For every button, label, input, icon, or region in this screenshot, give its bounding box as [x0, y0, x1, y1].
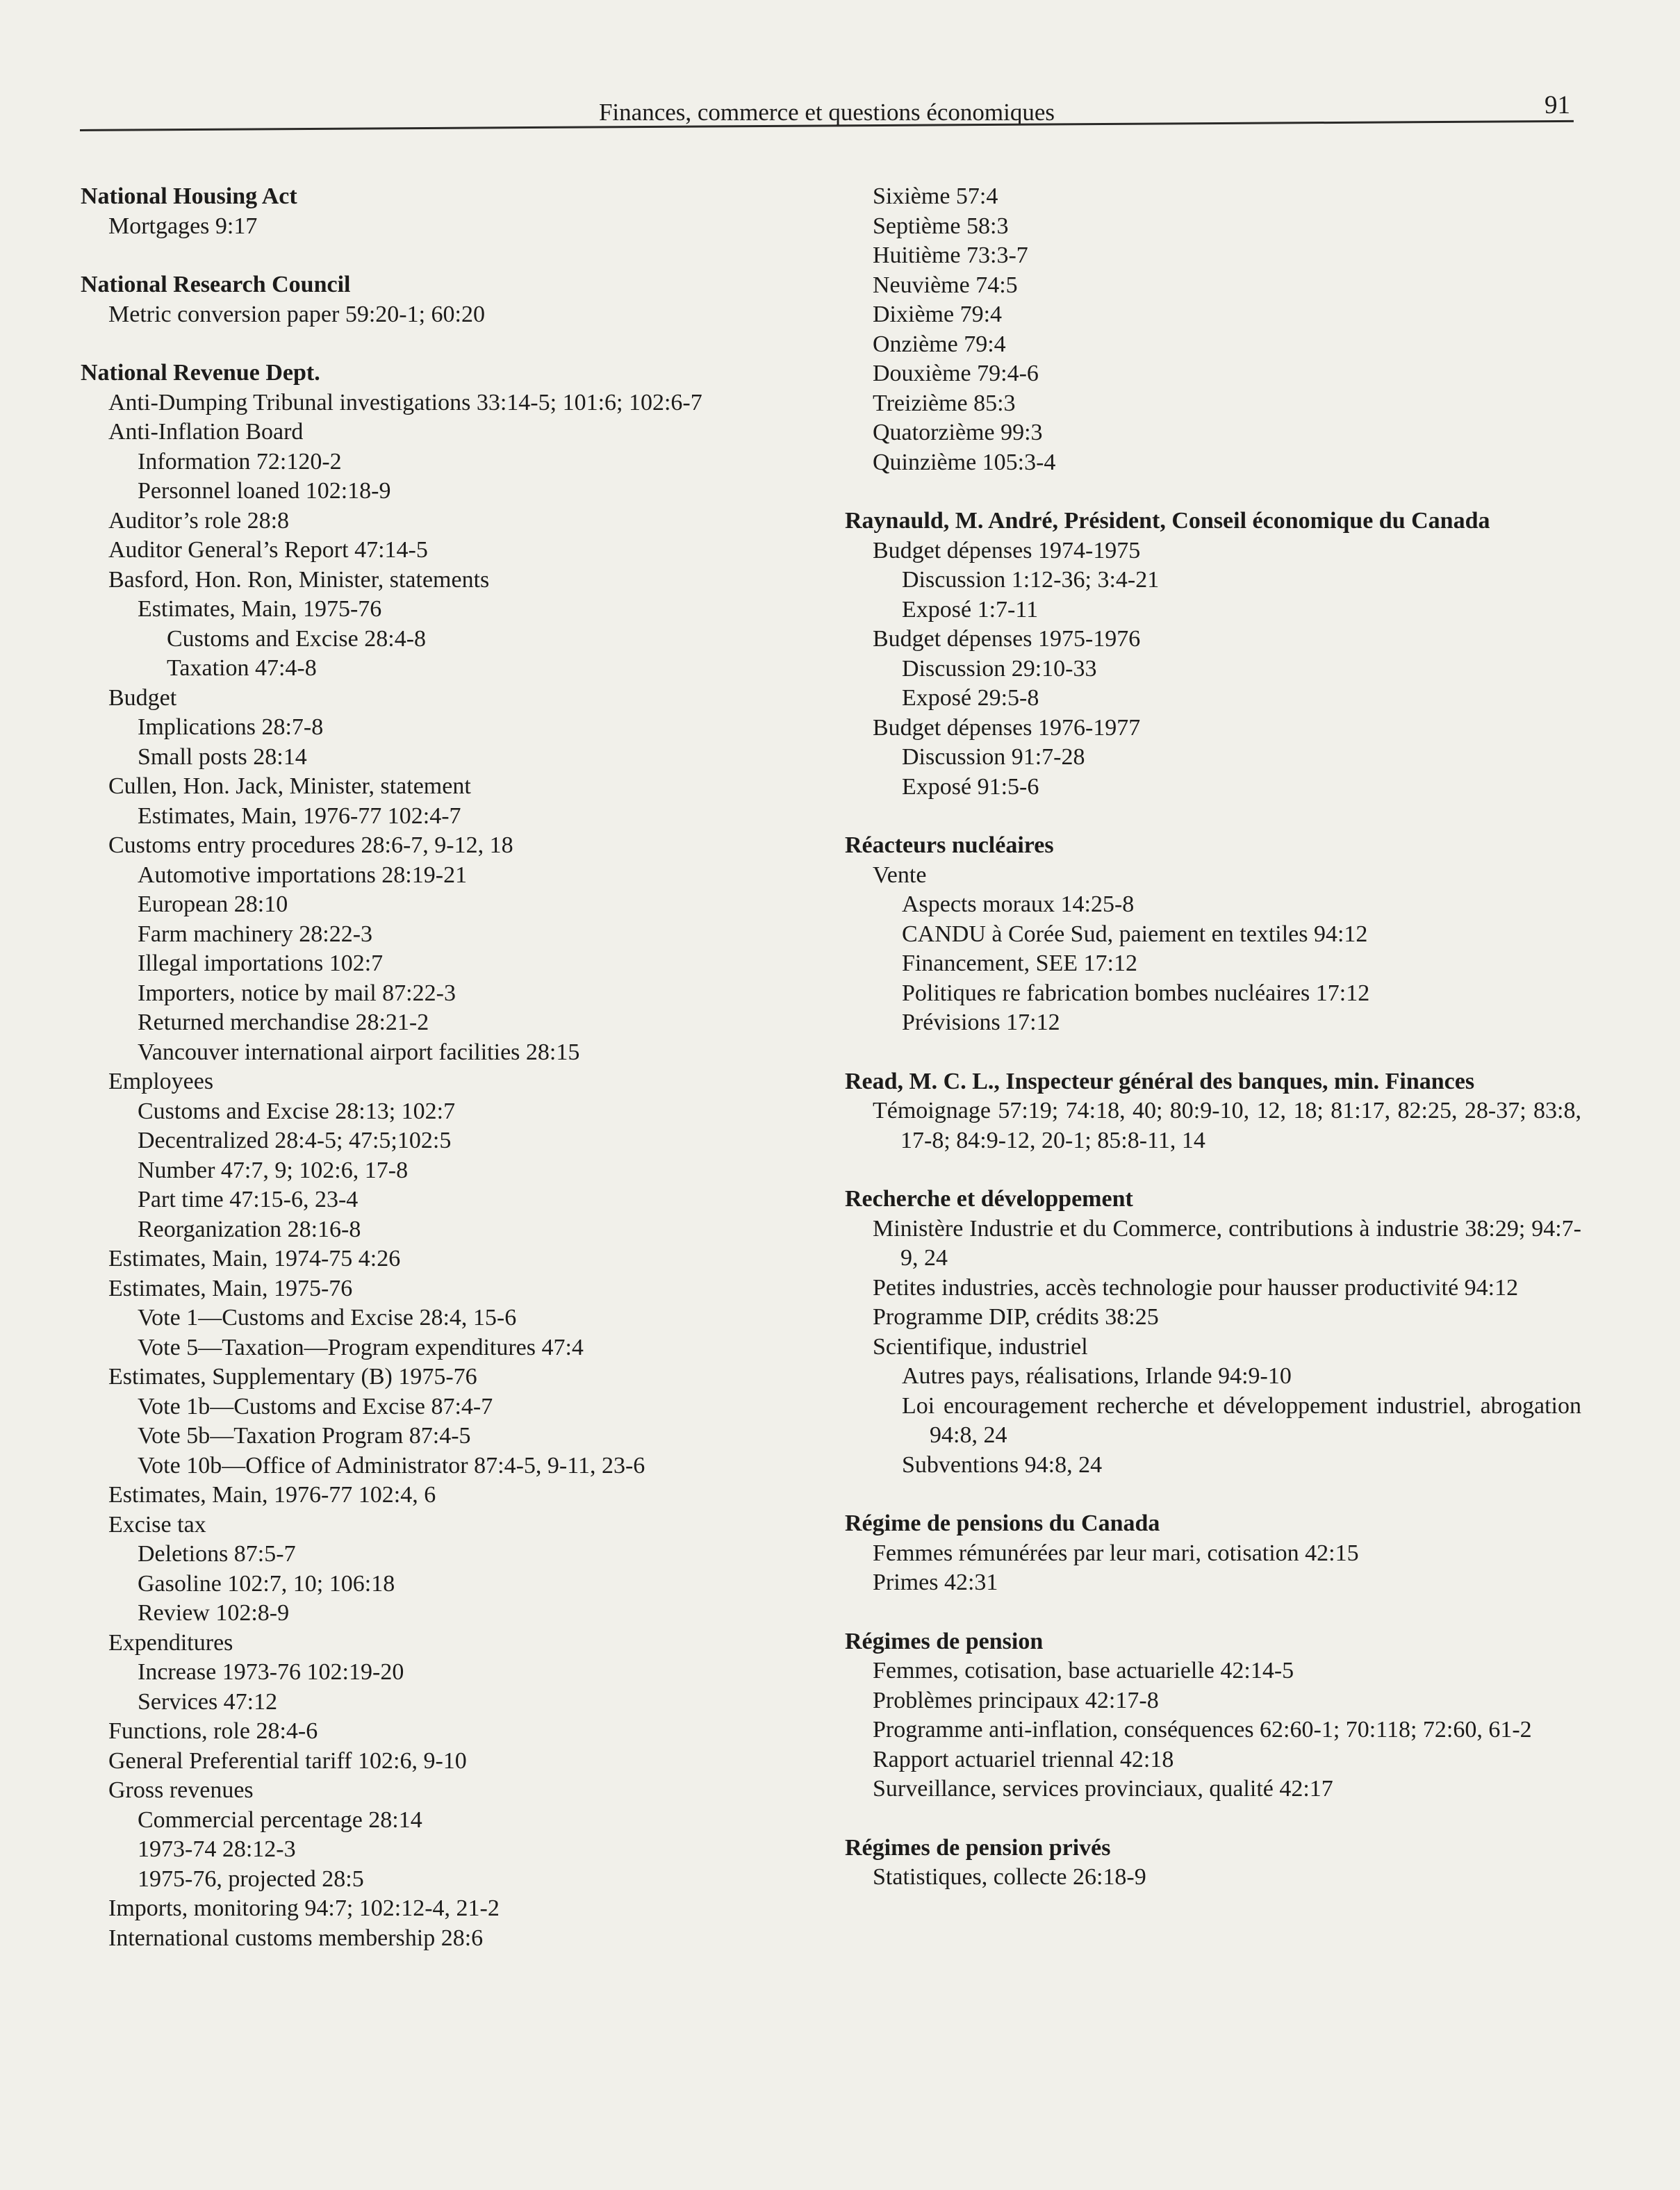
section-gap	[845, 1155, 1581, 1185]
section-gap	[845, 477, 1581, 507]
index-entry: Exposé 29:5-8	[902, 685, 1039, 711]
index-entry: Ministère Industrie et du Commerce, contributions à industrie 38:29; 94:7-9, 24	[873, 1215, 1581, 1271]
index-entry: Gross revenues	[108, 1777, 254, 1803]
index-entry: Employees	[108, 1069, 214, 1094]
index-entry: Subventions 94:8, 24	[902, 1451, 1103, 1478]
index-entry: Statistiques, collecte 26:18-9	[873, 1864, 1146, 1890]
index-entry: Quinzième 105:3-4	[873, 449, 1056, 475]
index-entry: Neuvième 74:5	[873, 272, 1018, 298]
index-entry: Discussion 29:10-33	[902, 655, 1097, 682]
index-entry: Vancouver international airport facilities 28:15	[138, 1039, 580, 1065]
index-entry: Small posts 28:14	[138, 743, 307, 770]
index-entry: Excise tax	[108, 1511, 206, 1538]
index-entry: Customs entry procedures 28:6-7, 9-12, 18	[108, 832, 513, 858]
index-entry: Vote 1—Customs and Excise 28:4, 15-6	[138, 1305, 517, 1331]
index-entry: Metric conversion paper 59:20-1; 60:20	[108, 301, 485, 327]
index-entry: European 28:10	[138, 891, 288, 917]
index-entry: Vote 10b—Office of Administrator 87:4-5, 9-11, 23-6	[138, 1452, 645, 1479]
index-entry: Estimates, Supplementary (B) 1975-76	[108, 1364, 477, 1390]
index-entry: Exposé 1:7-11	[902, 596, 1039, 623]
section-gap	[845, 1804, 1581, 1834]
index-entry: Implications 28:7-8	[138, 714, 324, 740]
section-gap	[81, 329, 817, 359]
index-entry: Functions, role 28:4-6	[108, 1718, 318, 1744]
index-entry: Review 102:8-9	[138, 1600, 290, 1626]
index-entry: Information 72:120-2	[138, 448, 342, 475]
index-heading: National Research Council	[81, 272, 351, 297]
index-entry: Douxième 79:4-6	[873, 361, 1039, 386]
index-entry: Surveillance, services provinciaux, qualité 42:17	[873, 1776, 1333, 1802]
index-entry: Estimates, Main, 1975-76	[108, 1275, 353, 1301]
index-entry: Expenditures	[108, 1629, 233, 1656]
section-gap	[845, 1038, 1581, 1067]
index-entry: Anti-Dumping Tribunal investigations 33:14-5; 101:6; 102:6-7	[108, 389, 702, 415]
index-entry: Exposé 91:5-6	[902, 773, 1039, 800]
index-entry: Reorganization 28:16-8	[138, 1216, 361, 1242]
page-number: 91	[1545, 91, 1570, 120]
index-entry: Gasoline 102:7, 10; 106:18	[138, 1570, 395, 1597]
index-entry: Anti-Inflation Board	[108, 419, 304, 445]
index-entry: Budget dépenses 1974-1975	[873, 537, 1141, 563]
index-entry: Programme anti-inflation, conséquences 62:60-1; 70:118; 72:60, 61-2	[873, 1717, 1532, 1743]
section-gap	[845, 1598, 1581, 1627]
index-entry: Deletions 87:5-7	[138, 1541, 296, 1567]
index-entry: Farm machinery 28:22-3	[138, 921, 373, 947]
index-entry: General Preferential tariff 102:6, 9-10	[108, 1747, 467, 1774]
index-entry: Estimates, Main, 1975-76	[138, 596, 382, 622]
index-entry: Vote 5b—Taxation Program 87:4-5	[138, 1423, 471, 1449]
index-entry: Femmes, cotisation, base actuarielle 42:14-5	[873, 1658, 1294, 1683]
index-entry: Onzième 79:4	[873, 331, 1006, 357]
index-entry: Estimates, Main, 1976-77 102:4-7	[138, 802, 461, 829]
index-entry: Returned merchandise 28:21-2	[138, 1010, 429, 1035]
index-entry: Decentralized 28:4-5; 47:5;102:5	[138, 1128, 452, 1153]
index-entry: Vote 5—Taxation—Program expenditures 47:4	[138, 1334, 584, 1360]
index-entry: Taxation 47:4-8	[167, 655, 317, 681]
index-heading: National Revenue Dept.	[81, 360, 320, 386]
index-entry: Problèmes principaux 42:17-8	[873, 1687, 1159, 1713]
index-entry: 1973-74 28:12-3	[138, 1836, 296, 1862]
index-entry: Treizième 85:3	[873, 390, 1016, 416]
right-column	[845, 182, 1581, 1893]
index-entry: Personnel loaned 102:18-9	[138, 478, 391, 504]
index-heading: Régime de pensions du Canada	[845, 1510, 1160, 1536]
index-entry: Politiques re fabrication bombes nucléaires 17:12	[902, 980, 1370, 1006]
index-heading: Read, M. C. L., Inspecteur général des banques, min. Finances	[845, 1068, 1475, 1094]
index-entry: Sixième 57:4	[873, 183, 998, 209]
index-entry: Estimates, Main, 1976-77 102:4, 6	[108, 1482, 436, 1508]
index-entry: Aspects moraux 14:25-8	[902, 891, 1135, 917]
index-entry: Budget	[108, 684, 177, 711]
index-entry: Huitième 73:3-7	[873, 242, 1028, 268]
index-entry: Témoignage 57:19; 74:18, 40; 80:9-10, 12, 18; 81:17, 82:25, 28-37; 83:8, 17-8; 84:9-12, 20-1; 85:8-11, 14	[873, 1098, 1581, 1153]
index-heading: Régimes de pension	[845, 1628, 1044, 1654]
index-entry: Basford, Hon. Ron, Minister, statements	[108, 566, 490, 593]
index-entry: Number 47:7, 9; 102:6, 17-8	[138, 1157, 409, 1183]
index-entry: Primes 42:31	[873, 1570, 998, 1595]
index-entry: Estimates, Main, 1974-75 4:26	[108, 1246, 401, 1271]
index-heading: National Housing Act	[81, 183, 297, 209]
index-heading: Régimes de pension privés	[845, 1834, 1111, 1861]
index-entry: Discussion 91:7-28	[902, 744, 1085, 770]
index-entry: Programme DIP, crédits 38:25	[873, 1304, 1159, 1330]
index-entry: Auditor’s role 28:8	[108, 507, 290, 534]
index-entry: Increase 1973-76 102:19-20	[138, 1659, 404, 1685]
index-entry: CANDU à Corée Sud, paiement en textiles 94:12	[902, 921, 1368, 947]
index-entry: Financement, SEE 17:12	[902, 950, 1138, 976]
index-entry: Customs and Excise 28:4-8	[167, 625, 427, 652]
index-entry: Budget dépenses 1976-1977	[873, 714, 1141, 741]
index-entry: Scientifique, industriel	[873, 1333, 1088, 1360]
left-column	[81, 182, 817, 1953]
index-heading: Raynauld, M. André, Président, Conseil économique du Canada	[845, 508, 1490, 534]
index-entry: Part time 47:15-6, 23-4	[138, 1187, 359, 1212]
index-heading: Réacteurs nucléaires	[845, 832, 1054, 858]
section-gap	[845, 1480, 1581, 1509]
section-gap	[81, 241, 817, 270]
index-entry: Illegal importations 102:7	[138, 950, 384, 976]
index-entry: Autres pays, réalisations, Irlande 94:9-10	[902, 1363, 1292, 1389]
index-entry: International customs membership 28:6	[108, 1925, 484, 1951]
index-entry: 1975-76, projected 28:5	[138, 1866, 364, 1892]
index-entry: Services 47:12	[138, 1688, 278, 1715]
index-entry: Importers, notice by mail 87:22-3	[138, 980, 456, 1006]
index-entry: Cullen, Hon. Jack, Minister, statement	[108, 773, 471, 799]
index-entry: Petites industries, accès technologie pour hausser productivité 94:12	[873, 1274, 1519, 1301]
index-entry: Discussion 1:12-36; 3:4-21	[902, 567, 1160, 593]
index-entry: Femmes rémunérées par leur mari, cotisation 42:15	[873, 1540, 1359, 1566]
running-header: Finances, commerce et questions économiques	[598, 99, 1055, 126]
index-entry: Customs and Excise 28:13; 102:7	[138, 1098, 456, 1124]
index-entry: Septième 58:3	[873, 213, 1009, 239]
index-entry: Dixième 79:4	[873, 302, 1003, 327]
index-entry: Mortgages 9:17	[108, 213, 258, 239]
index-entry: Quatorzième 99:3	[873, 420, 1043, 445]
index-entry: Imports, monitoring 94:7; 102:12-4, 21-2	[108, 1895, 500, 1921]
index-entry: Commercial percentage 28:14	[138, 1806, 422, 1833]
index-entry: Budget dépenses 1975-1976	[873, 626, 1141, 652]
section-gap	[845, 802, 1581, 831]
index-entry: Automotive importations 28:19-21	[138, 862, 468, 888]
index-heading: Recherche et développement	[845, 1186, 1133, 1212]
index-entry: Vente	[873, 862, 927, 888]
index-entry: Prévisions 17:12	[902, 1010, 1060, 1035]
index-entry: Rapport actuariel triennal 42:18	[873, 1746, 1174, 1772]
index-entry: Loi encouragement recherche et développement industriel, abrogation 94:8, 24	[902, 1392, 1581, 1448]
index-entry: Auditor General’s Report 47:14-5	[108, 537, 428, 563]
index-entry: Vote 1b—Customs and Excise 87:4-7	[138, 1393, 493, 1419]
